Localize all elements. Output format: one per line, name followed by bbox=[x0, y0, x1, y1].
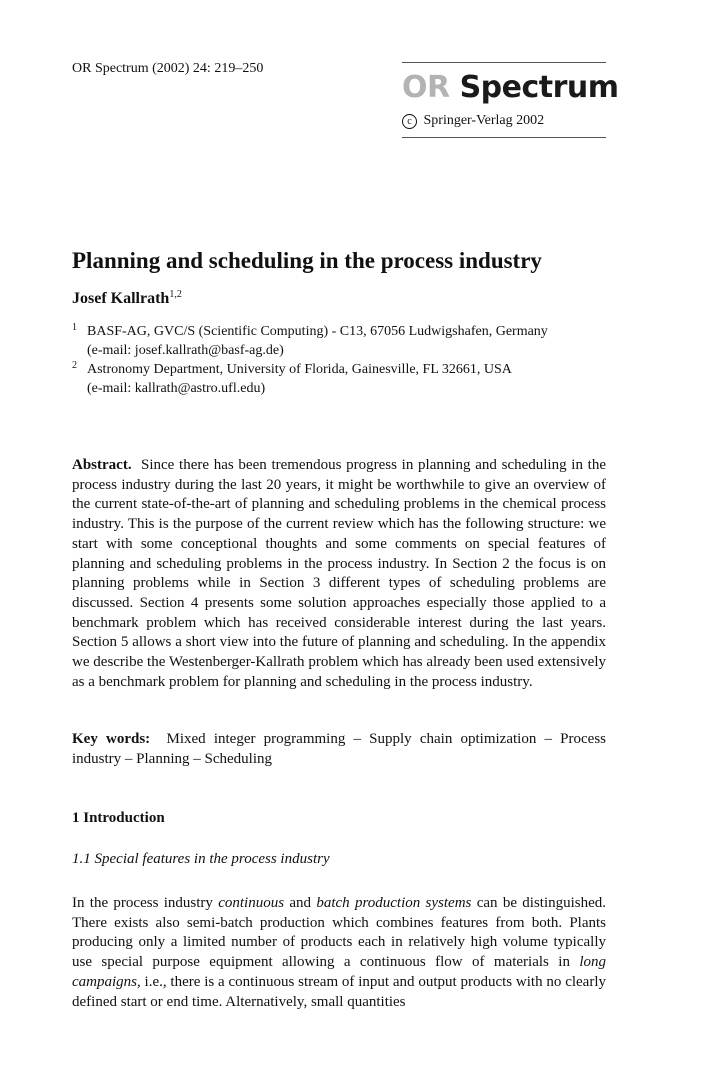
affiliation-address: Astronomy Department, University of Florida, Gainesville, FL 32661, USA bbox=[87, 362, 512, 377]
intro-emphasis: batch production systems bbox=[316, 895, 472, 911]
top-rule bbox=[402, 62, 606, 63]
logo-or: OR bbox=[402, 70, 450, 105]
abstract bbox=[72, 456, 606, 692]
journal-logo-block bbox=[402, 62, 619, 138]
section-heading-introduction: 1 Introduction bbox=[72, 810, 165, 826]
affiliation-email: (e-mail: kallrath@astro.ufl.edu) bbox=[87, 381, 266, 396]
intro-text: In the process industry bbox=[72, 895, 213, 911]
abstract-text: Since there has been tremendous progress in planning and scheduling in the process industry during the last 20 years, it might be worthwhile to give an overview of the current state-of-the-art of planning and scheduling problems in the chemical process industry. This is the purpose of the current review which has the following structure: we start with some conceptional thoughts and some comments on special features of planning and scheduling problems in the process industry. In Section 2 the focus is on planning problems while in Section 3 different types of scheduling problems are discussed. Section 4 presents some solution approaches especially those applied to a benchmark problem which has received considerable interest during the last years. Section 5 allows a short view into the future of planning and scheduling. In the appendix we describe the Westenberger-Kallrath problem which has already been used extensively as a benchmark problem for planning and scheduling in the process industry. bbox=[72, 457, 607, 690]
intro-text: , i.e., there is a continuous stream of input and output products with no clearly defined start or end time. Alternatively, small quantities bbox=[72, 973, 606, 1010]
author-affiliation-marks: 1,2 bbox=[169, 289, 182, 300]
subsection-heading: 1.1 Special features in the process industry bbox=[72, 851, 330, 867]
affiliation-2 bbox=[72, 360, 612, 398]
author-name: Josef Kallrath bbox=[72, 290, 170, 307]
intro-emphasis: continuous bbox=[218, 895, 285, 911]
affiliation-email: (e-mail: josef.kallrath@basf-ag.de) bbox=[87, 343, 284, 358]
affiliation-number: 1 bbox=[72, 322, 77, 333]
affiliation-address: BASF-AG, GVC/S (Scientific Computing) - C13, 67056 Ludwigshafen, Germany bbox=[87, 324, 548, 339]
intro-paragraph bbox=[72, 894, 606, 1012]
journal-reference: OR Spectrum (2002) 24: 219–250 bbox=[72, 61, 264, 76]
copyright-line bbox=[402, 113, 606, 129]
copyright-text: Springer-Verlag 2002 bbox=[423, 113, 545, 128]
keywords-text: Mixed integer programming – Supply chain optimization – Process industry – Planning – Scheduling bbox=[72, 731, 606, 767]
affiliation-number: 2 bbox=[72, 360, 77, 371]
copyright-icon: c bbox=[402, 114, 417, 129]
author-line bbox=[72, 289, 182, 308]
intro-text: and bbox=[289, 895, 312, 911]
affiliation-1 bbox=[72, 322, 612, 360]
logo-spectrum: Spectrum bbox=[459, 70, 619, 105]
keywords-label: Key words: bbox=[72, 731, 151, 747]
paper-title: Planning and scheduling in the process industry bbox=[72, 248, 542, 273]
or-spectrum-logo bbox=[402, 70, 619, 105]
intro-text: can be distinguished. There exists also semi-batch production which combines features from both. Plants producing only a limited number of products each in relatively high volume typically use special purpose equipment allowing a continuous flow of materials in bbox=[72, 895, 607, 971]
intro-emphasis: long campaigns bbox=[72, 954, 607, 990]
keywords bbox=[72, 730, 606, 769]
bottom-rule bbox=[402, 137, 606, 138]
abstract-label: Abstract. bbox=[72, 457, 132, 473]
affiliations bbox=[72, 322, 612, 398]
